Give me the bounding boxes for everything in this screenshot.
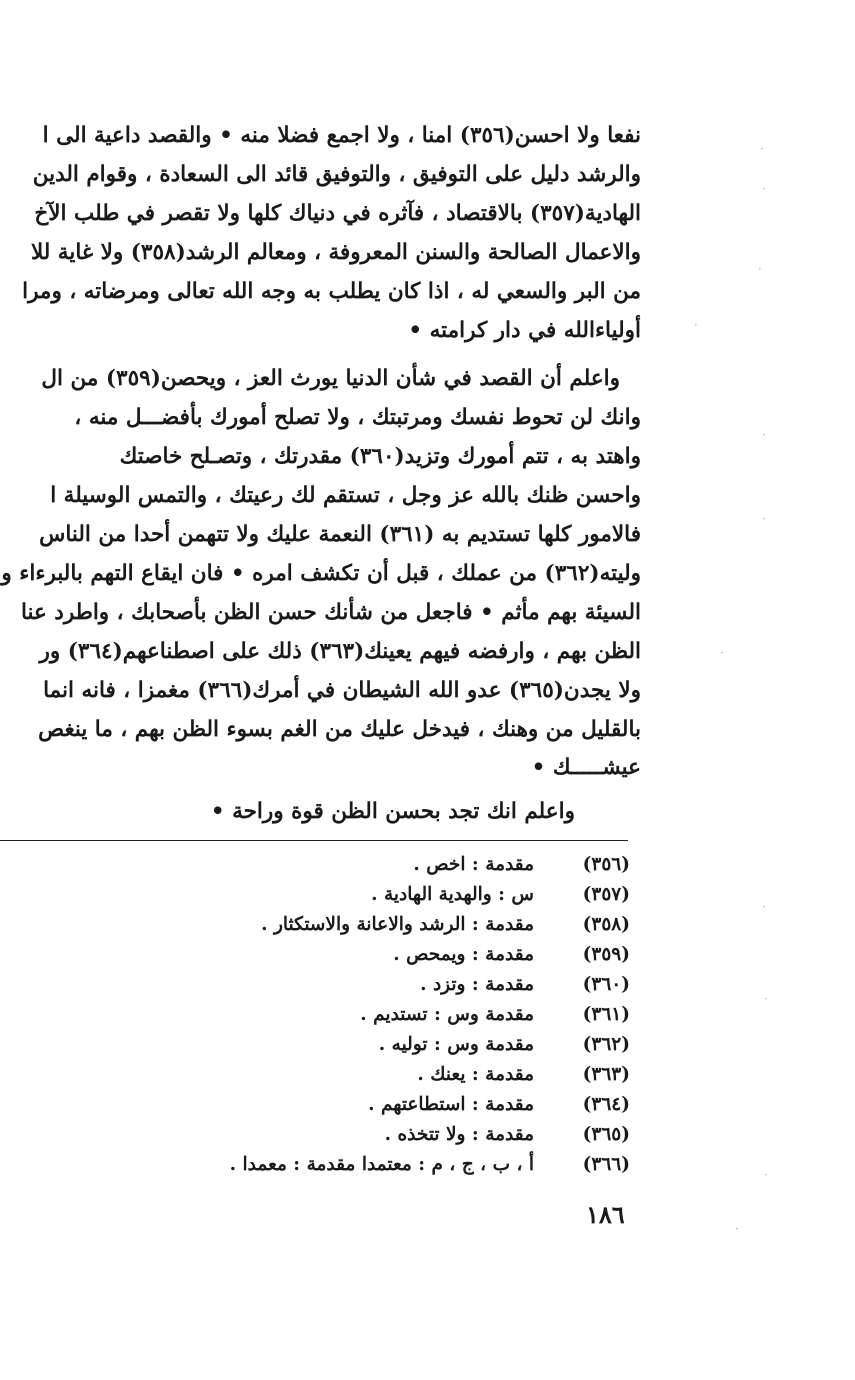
body-text-line: السيئة بهم مأثم • فاجعل من شأنك حسن الظن بأصحابك ، واطرد عنا: [20, 600, 641, 625]
body-text-line: الهادية(٣٥٧) بالاقتصاد ، فآثره في دنياك كلها ولا تقصر في طلب الآخ: [34, 201, 641, 226]
body-text-line: وليته(٣٦٢) من عملك ، قبل أن تكشف امره • فان ايقاع التهم بالبرءاء و: [1, 561, 641, 586]
footnote-text: مقدمة : ولا تتخذه .: [384, 1124, 534, 1145]
footnote-number: (٣٥٦): [582, 854, 630, 875]
footnote: [150, 1001, 630, 1029]
body-text-line: وانك لن تحوط نفسك ومرتبتك ، ولا تصلح أمورك بأفضـــل منه ،: [74, 405, 641, 430]
footnote-number: (٣٦٣): [582, 1064, 630, 1085]
footnote-divider: [0, 840, 628, 841]
scan-speck: ·: [720, 646, 724, 660]
scan-speck: ·: [760, 142, 764, 156]
footnote: [150, 851, 630, 879]
footnote-text: مقدمة : ويمحص .: [393, 944, 534, 965]
footnote-number: (٣٦٢): [582, 1034, 630, 1055]
scan-speck: ·: [762, 512, 766, 526]
footnote: [150, 971, 630, 999]
body-text-line: واعلم انك تجد بحسن الظن قوة وراحة •: [210, 799, 575, 824]
scan-speck: ·: [764, 1168, 768, 1182]
page-number: ١٨٦: [586, 1200, 625, 1229]
footnote-text: مقدمة : وتزد .: [420, 974, 534, 995]
footnote-text: س : والهدية الهادية .: [371, 884, 534, 905]
footnote-text: أ ، ب ، ج ، م : معتمدا مقدمة : معمدا .: [229, 1154, 534, 1175]
scan-speck: ·: [762, 428, 766, 442]
body-text-line: والرشد دليل على التوفيق ، والتوفيق قائد الى السعادة ، وقوام الدين: [32, 162, 641, 187]
scan-speck: ·: [735, 1222, 739, 1236]
footnote: [150, 1031, 630, 1059]
body-text-line: أولياءالله في دار كرامته •: [408, 318, 641, 343]
footnote: [150, 1121, 630, 1149]
footnote-number: (٣٦١): [582, 1004, 630, 1025]
body-text-line: بالقليل من وهنك ، فيدخل عليك من الغم بسوء الظن بهم ، ما ينغص: [38, 717, 641, 742]
footnote-text: مقدمة : يعنك .: [417, 1064, 534, 1085]
scan-speck: ·: [762, 182, 766, 196]
footnote: [150, 1061, 630, 1089]
footnote-number: (٣٥٨): [582, 914, 630, 935]
footnote-text: مقدمة : اخص .: [413, 854, 534, 875]
scan-speck: ·: [762, 900, 766, 914]
body-text-line: والاعمال الصالحة والسنن المعروفة ، ومعالم الرشد(٣٥٨) ولا غاية للا: [30, 240, 641, 265]
footnote-text: مقدمة : استطاعتهم .: [368, 1094, 534, 1115]
footnote-text: مقدمة وس : تستديم .: [360, 1004, 534, 1025]
footnote-number: (٣٥٩): [582, 944, 630, 965]
scan-speck: ·: [764, 992, 768, 1006]
footnote-text: مقدمة : الرشد والاعانة والاستكثار .: [261, 914, 534, 935]
footnote-number: (٣٦٤): [582, 1094, 630, 1115]
body-text-line: فالامور كلها تستديم به (٣٦١) النعمة عليك ولا تتهمن أحدا من الناس: [39, 522, 641, 547]
footnote-number: (٣٦٦): [582, 1154, 630, 1175]
body-text-line: الظن بهم ، وارفضه فيهم يعينك(٣٦٣) ذلك على اصطناعهم(٣٦٤) ور: [39, 639, 641, 664]
footnote: [150, 881, 630, 909]
body-text-line: واعلم أن القصد في شأن الدنيا يورث العز ، ويحصن(٣٥٩) من ال: [41, 366, 620, 391]
footnote-number: (٣٦٠): [582, 974, 630, 995]
footnote: [150, 1091, 630, 1119]
scan-speck: ·: [694, 318, 698, 332]
body-text-line: واحسن ظنك بالله عز وجل ، تستقم لك رعيتك ، والتمس الوسيلة ا: [50, 483, 641, 508]
footnote: [150, 1151, 630, 1179]
body-text-line: عيشـــــك •: [531, 755, 641, 780]
body-text-line: من البر والسعي له ، اذا كان يطلب به وجه الله تعالى ومرضاته ، ومرا: [22, 279, 641, 304]
scan-speck: ·: [758, 262, 762, 276]
body-text-line: نفعا ولا احسن(٣٥٦) امنا ، ولا اجمع فضلا منه • والقصد داعية الى ا: [42, 123, 641, 148]
footnote: [150, 911, 630, 939]
footnote-number: (٣٥٧): [582, 884, 630, 905]
body-text-line: واهتد به ، تتم أمورك وتزيد(٣٦٠) مقدرتك ، وتصـلح خاصتك: [119, 444, 641, 469]
footnote-text: مقدمة وس : توليه .: [378, 1034, 534, 1055]
body-text-line: ولا يجدن(٣٦٥) عدو الله الشيطان في أمرك(٣٦٦) مغمزا ، فانه انما: [43, 678, 641, 703]
footnote: [150, 941, 630, 969]
footnote-number: (٣٦٥): [582, 1124, 630, 1145]
